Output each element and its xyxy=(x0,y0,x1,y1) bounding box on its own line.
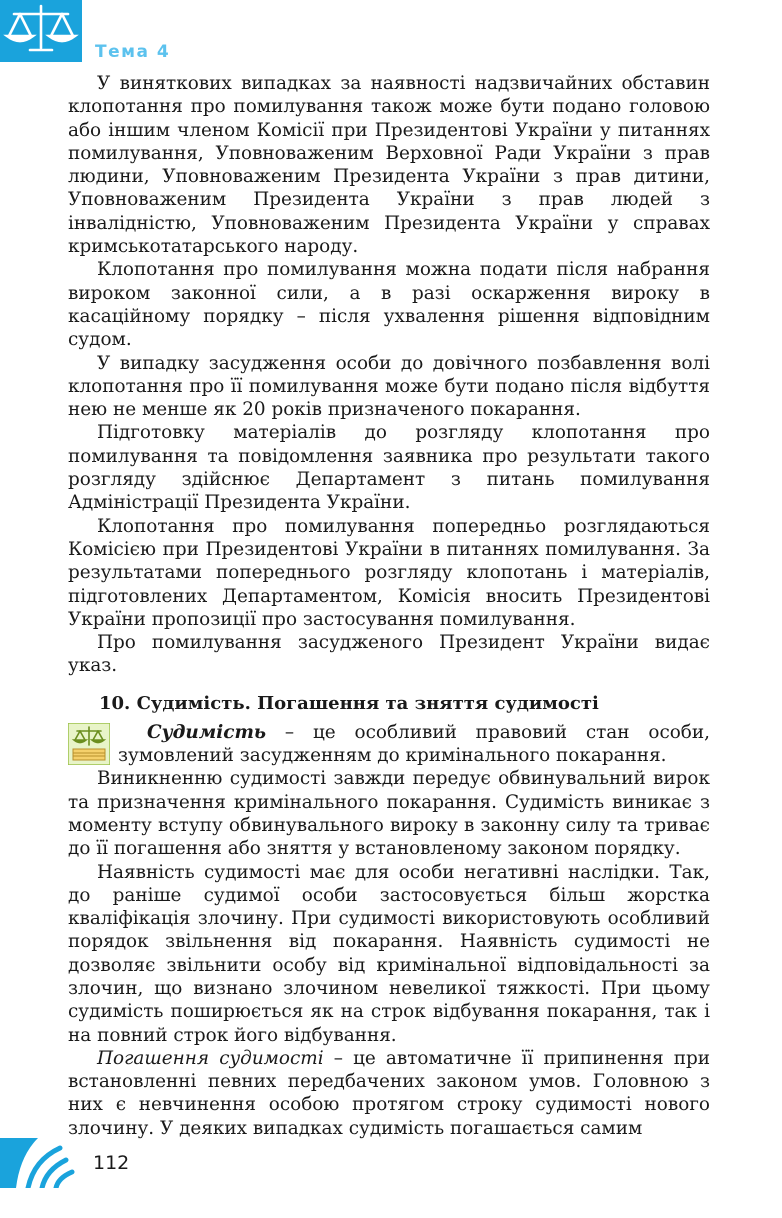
paragraph: Про помилування засудженого Президент України видає указ. xyxy=(68,632,710,677)
paragraph: У виняткових випадках за наявності надзвичайних обставин клопотання про помилування також може бути подано головою або іншим членом Комісії при Президентові України у питаннях помилування, Уповноваженим Верховної Ради України з прав людини, Уповноваженим Президента України з прав дитини, Уповноваженим Президента України з прав людей з інвалідністю, Уповноваженим Президента України у справах кримськотатарського народу. xyxy=(68,73,710,258)
page-number: 112 xyxy=(93,1152,130,1174)
law-book-scales-icon xyxy=(68,723,110,765)
topic-label: Тема 4 xyxy=(95,42,171,62)
definition-text: – це особливий правовий стан особи, зумовлений засудженням до кримінального покарання. xyxy=(118,721,710,767)
paragraph xyxy=(68,1047,710,1140)
paragraph: Наявність судимості має для особи негативні наслідки. Так, до раніше судимої особи застосовується більш жорстка кваліфікація злочину. При судимості використовують особливий порядок звільнення від покарання. Наявність судимості не дозволяє звільнити особу від кримінальної відповідальності за злочин, що визнано злочином невеликої тяжкості. При цьому судимість поширюється як на строк відбування покарання, так і на повний строк його відбування. xyxy=(68,861,710,1046)
section-heading: 10. Судимість. Погашення та зняття судимості xyxy=(99,692,599,714)
paragraph: Виникненню судимості завжди передує обвинувальний вирок та призначення кримінального покарання. Судимість виникає з моменту вступу обвинувального вироку в законну силу та триває до її погашення або зняття у встановленому законом порядку. xyxy=(68,768,710,860)
topic-badge xyxy=(0,0,82,62)
page-content xyxy=(68,72,710,1140)
definition-block xyxy=(68,721,710,768)
signal-swoosh-icon xyxy=(0,1138,84,1188)
term-italic: Погашення судимості xyxy=(97,1047,324,1069)
paragraph: У випадку засудження особи до довічного позбавлення волі клопотання про її помилування може бути подано після відбуття нею не менше як 20 років призначеного покарання. xyxy=(68,352,710,421)
paragraph: Підготовку матеріалів до розгляду клопотання про помилування та повідомлення заявника про результати такого розгляду здійснює Департамент з питань помилування Адміністрації Президента України. xyxy=(68,422,710,514)
definition-term: Судимість xyxy=(147,721,267,743)
paragraph: Клопотання про помилування можна подати після набрання вироком законної сили, а в разі оскарження вироку в касаційному порядку – після ухвалення рішення відповідним судом. xyxy=(68,259,710,351)
paragraph-text: – це автоматичне її припинення при встановленні певних передбачених законом умов. Головною з них є невчинення особою протягом строку судимості нового злочину. У деяких випадках судимість погашається самим xyxy=(68,1047,710,1139)
scales-of-justice-icon xyxy=(0,0,82,62)
paragraph: Клопотання про помилування попередньо розглядаються Комісією при Президентові України в питаннях помилування. За результатами попереднього розгляду клопотань і матеріалів, підготовлених Департаментом, Комісія вносить Президентові України пропозиції про застосування помилування. xyxy=(68,515,710,630)
